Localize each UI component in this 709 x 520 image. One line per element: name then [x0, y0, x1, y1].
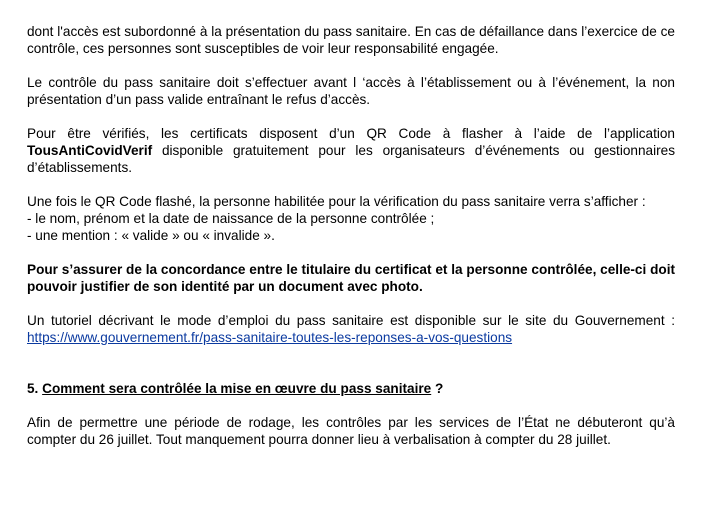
section-5-title: Comment sera contrôlée la mise en œuvre du pass sanitaire: [42, 381, 432, 396]
section-5-suffix: ?: [431, 381, 444, 396]
tutoriel-text: Un tutoriel décrivant le mode d’emploi du pass sanitaire est disponible sur le site du Gouvernement :: [27, 313, 675, 328]
paragraph-controle-avant-acces: Le contrôle du pass sanitaire doit s’effectuer avant l ‘accès à l’établissement ou à l’événement, la non présentation d’un pass valide entraînant le refus d’accès.: [27, 75, 675, 107]
affichage-intro: Une fois le QR Code flashé, la personne habilitée pour la vérification du pass sanitaire verra s’afficher :: [27, 194, 646, 209]
paragraph-tutoriel: [27, 312, 675, 346]
paragraph-qr-code: [27, 125, 675, 176]
section-5-number: 5.: [27, 381, 39, 396]
qr-code-text-end: disponible gratuitement pour les organisateurs d’événements ou gestionnaires d’établissements.: [27, 143, 675, 175]
document-page: [27, 23, 675, 448]
affichage-item-nom: - le nom, prénom et la date de naissance de la personne contrôlée ;: [27, 211, 435, 226]
affichage-item-mention: - une mention : « valide » ou « invalide ».: [27, 228, 275, 243]
section-5-heading: [27, 380, 675, 397]
paragraph-identite: Pour s’assurer de la concordance entre le titulaire du certificat et la personne contrôlée, celle-ci doit pouvoir justifier de son identité par un document avec photo.: [27, 262, 675, 294]
section-5-body: Afin de permettre une période de rodage, les contrôles par les services de l’État ne débuteront qu’à compter du 26 juillet. Tout manquement pourra donner lieu à verbalisation à compter du 28 juillet.: [27, 415, 675, 447]
paragraph-responsabilite: dont l'accès est subordonné à la présentation du pass sanitaire. En cas de défaillance dans l’exercice de ce contrôle, ces personnes sont susceptibles de voir leur responsabilité engagée.: [27, 24, 675, 56]
paragraph-affichage: [27, 193, 675, 244]
tutoriel-link[interactable]: https://www.gouvernement.fr/pass-sanitaire-toutes-les-reponses-a-vos-questions: [27, 330, 513, 345]
app-name: TousAntiCovidVerif: [27, 143, 153, 158]
qr-code-text-start: Pour être vérifiés, les certificats disposent d’un QR Code à flasher à l’aide de l’application: [27, 126, 675, 141]
